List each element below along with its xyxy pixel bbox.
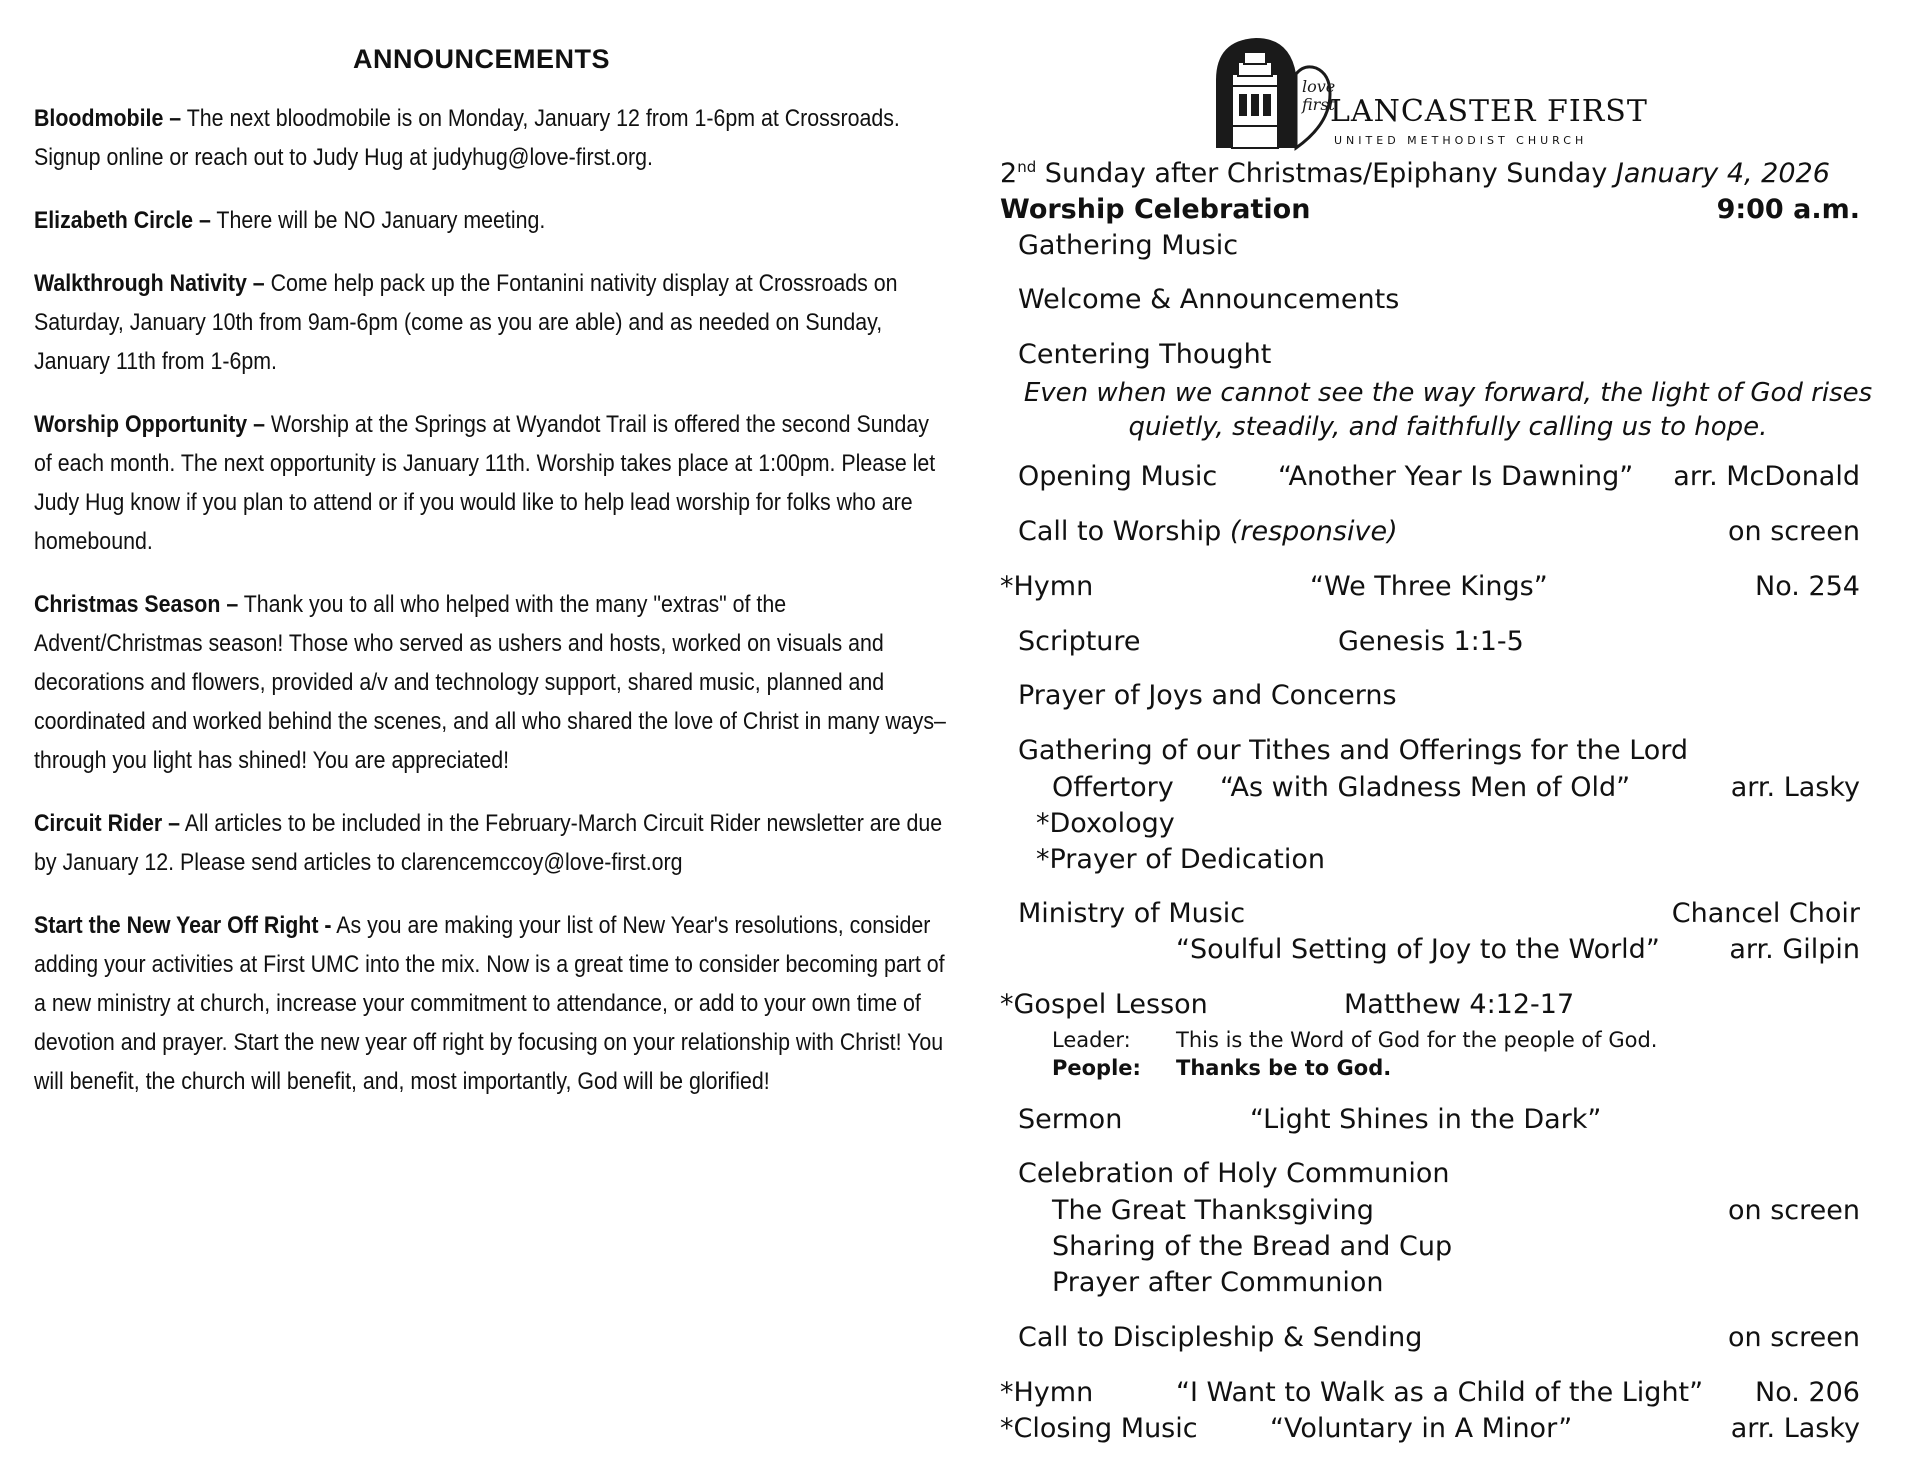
opening-music-arranger: arr. McDonald <box>1673 461 1860 492</box>
hymn-2-title: “I Want to Walk as a Child of the Light” <box>1176 1377 1704 1408</box>
call-to-discipleship-right: on screen <box>1728 1322 1860 1353</box>
closing-music-title: “Voluntary in A Minor” <box>1270 1413 1573 1444</box>
gathering-tithes: Gathering of our Tithes and Offerings for the Lord <box>1018 735 1689 766</box>
opening-music-title: “Another Year Is Dawning” <box>1278 461 1634 492</box>
great-thanksgiving-right: on screen <box>1728 1195 1860 1226</box>
announcement-christmas-season <box>34 585 946 780</box>
ministry-of-music-choir: Chancel Choir <box>1671 898 1860 929</box>
announcement-heading: Bloodmobile – <box>34 105 182 132</box>
service-title: Worship Celebration <box>1000 194 1311 225</box>
gospel-lesson-reference: Matthew 4:12-17 <box>1344 989 1575 1020</box>
announcements-column <box>34 44 946 1125</box>
welcome-announcements: Welcome & Announcements <box>1018 284 1400 315</box>
hymn-1-label: *Hymn <box>1000 571 1094 602</box>
call-to-discipleship: Call to Discipleship & Sending <box>1018 1322 1423 1353</box>
scripture-label: Scripture <box>1018 626 1141 657</box>
announcement-walkthrough-nativity <box>34 264 946 381</box>
logo-script-first: first <box>1302 95 1335 114</box>
prayer-joys-concerns: Prayer of Joys and Concerns <box>1018 680 1397 711</box>
announcement-heading: Walkthrough Nativity – <box>34 270 265 297</box>
announcement-heading: Start the New Year Off Right - <box>34 912 332 939</box>
announcement-heading: Christmas Season – <box>34 591 239 618</box>
gathering-music: Gathering Music <box>1018 230 1239 261</box>
leader-text: This is the Word of God for the people of God. <box>1176 1028 1658 1052</box>
sermon-title: “Light Shines in the Dark” <box>1250 1104 1602 1135</box>
announcement-text: Thank you to all who helped with the many "extras" of the Advent/Christmas season! Those who served as ushers and hosts, worked on visuals and decorations and flowers, provided a/v and technology support, shared music, planned and coordinated and worked behind the scenes, and all who shared the love of Christ in many ways– through you light has shined! You are appreciated! <box>34 591 946 774</box>
announcements-title: ANNOUNCEMENTS <box>352 44 610 74</box>
announcement-text: As you are making your list of New Year's resolutions, consider adding your activities at First UMC into the mix. Now is a great time to consider becoming part of a new ministry at church, increase your commitment to attendance, or add to your own time of devotion and prayer. Start the new year off right by focusing on your relationship with Christ! You will benefit, the church will benefit, and, most importantly, God will be glorified! <box>34 912 945 1095</box>
scripture-reference: Genesis 1:1-5 <box>1338 626 1524 657</box>
closing-music-arranger: arr. Lasky <box>1730 1413 1860 1444</box>
closing-music-label: *Closing Music <box>1000 1413 1198 1444</box>
people-label: People: <box>1052 1056 1141 1080</box>
call-to-worship <box>1018 516 1398 547</box>
service-date-heading <box>1000 158 1830 189</box>
centering-quote-line-2: quietly, steadily, and faithfully calling us to hope. <box>1128 412 1768 442</box>
date-heading-number: 2 <box>1000 158 1018 189</box>
sharing-bread-cup: Sharing of the Bread and Cup <box>1052 1231 1453 1262</box>
hymn-2-number: No. 206 <box>1755 1377 1860 1408</box>
call-to-worship-note: (responsive) <box>1229 516 1398 547</box>
announcement-text: The next bloodmobile is on Monday, January 12 from 1-6pm at Crossroads. Signup online or reach out to Judy Hug at judyhug@love-first.org. <box>34 105 900 171</box>
offertory-arranger: arr. Lasky <box>1730 772 1860 803</box>
opening-music-label: Opening Music <box>1018 461 1218 492</box>
date-heading-text: Sunday after Christmas/Epiphany Sunday <box>1036 158 1616 189</box>
sermon-label: Sermon <box>1018 1104 1123 1135</box>
church-name: LANCASTER FIRST <box>1330 94 1648 129</box>
announcement-worship-opportunity <box>34 405 946 561</box>
announcement-circuit-rider <box>34 804 946 882</box>
holy-communion: Celebration of Holy Communion <box>1018 1158 1450 1189</box>
hymn-1-number: No. 254 <box>1755 571 1860 602</box>
announcement-text: There will be NO January meeting. <box>210 207 546 234</box>
prayer-of-dedication: *Prayer of Dedication <box>1036 844 1325 875</box>
leader-label: Leader: <box>1052 1028 1131 1052</box>
centering-quote-line-1: Even when we cannot see the way forward, the light of God rises <box>1023 378 1873 408</box>
call-to-worship-label: Call to Worship <box>1018 516 1222 547</box>
centering-thought: Centering Thought <box>1018 339 1272 370</box>
ministry-of-music-arranger: arr. Gilpin <box>1729 934 1860 965</box>
people-text: Thanks be to God. <box>1176 1056 1392 1080</box>
announcement-text: All articles to be included in the February-March Circuit Rider newsletter are due by January 12. Please send articles to clarencemccoy@love-first.org <box>34 810 943 876</box>
logo-script-love: love <box>1302 77 1336 96</box>
prayer-after-communion: Prayer after Communion <box>1052 1267 1384 1298</box>
gospel-lesson-label: *Gospel Lesson <box>1000 989 1208 1020</box>
offertory-label: Offertory <box>1052 772 1174 803</box>
announcement-text: Come help pack up the Fontanini nativity display at Crossroads on Saturday, January 10th from 9am-6pm (come as you are able) and as needed on Sunday, January 11th from 1-6pm. <box>34 270 898 375</box>
doxology: *Doxology <box>1036 808 1175 839</box>
great-thanksgiving: The Great Thanksgiving <box>1052 1195 1374 1226</box>
announcement-elizabeth-circle <box>34 201 946 240</box>
service-date: January 4, 2026 <box>1615 158 1830 189</box>
announcement-heading: Circuit Rider – <box>34 810 181 837</box>
date-heading-suffix: nd <box>1017 158 1037 176</box>
ministry-of-music-title: “Soulful Setting of Joy to the World” <box>1176 934 1660 965</box>
hymn-1-title: “We Three Kings” <box>1310 571 1548 602</box>
offertory-title: “As with Gladness Men of Old” <box>1220 772 1631 803</box>
service-time: 9:00 a.m. <box>1716 194 1860 225</box>
hymn-2-label: *Hymn <box>1000 1377 1094 1408</box>
announcement-bloodmobile <box>34 99 946 177</box>
announcement-text: Worship at the Springs at Wyandot Trail is offered the second Sunday of each month. The next opportunity is January 11th. Worship takes place at 1:00pm. Please let Judy Hug know if you plan to attend or if you would like to help lead worship for folks who are homebound. <box>34 411 936 555</box>
call-to-worship-right: on screen <box>1728 516 1860 547</box>
announcement-heading: Elizabeth Circle – <box>34 207 211 234</box>
announcement-new-year <box>34 906 946 1101</box>
church-subtitle: UNITED METHODIST CHURCH <box>1334 134 1588 147</box>
ministry-of-music-label: Ministry of Music <box>1018 898 1246 929</box>
announcement-heading: Worship Opportunity – <box>34 411 265 438</box>
church-logo <box>1212 34 1652 152</box>
